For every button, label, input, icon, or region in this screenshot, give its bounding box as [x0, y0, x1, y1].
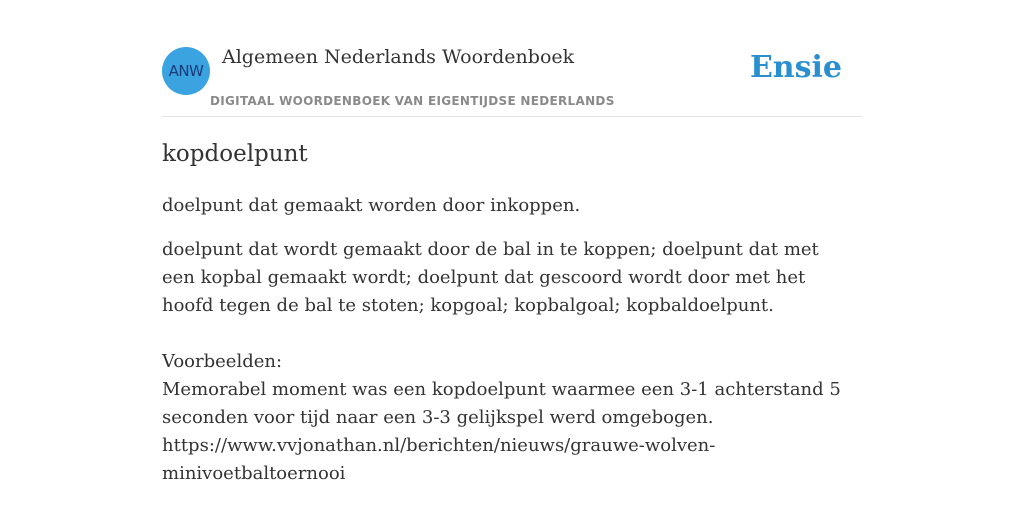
- definition-short: doelpunt dat gemaakt worden door inkoppen.: [162, 195, 581, 216]
- examples-label: Voorbeelden:: [162, 351, 283, 372]
- entry-content: [162, 138, 852, 488]
- example-source: https://www.vvjonathan.nl/berichten/nieuws/grauwe-wolven- minivoetbaltoernooi: [162, 435, 716, 484]
- site-title[interactable]: Algemeen Nederlands Woordenboek: [222, 46, 575, 68]
- ensie-brand-logo[interactable]: Ensie: [749, 50, 842, 85]
- site-subtitle: DIGITAAL WOORDENBOEK VAN EIGENTIJDSE NEDERLANDS: [210, 94, 615, 108]
- examples-block: [162, 348, 852, 488]
- example-sentence: Memorabel moment was een kopdoelpunt waarmee een 3-1 achterstand 5 seconden voor tijd naar een 3-3 gelijkspel werd omgebogen.: [162, 379, 841, 428]
- entry-word: kopdoelpunt: [162, 141, 308, 167]
- site-header: [162, 0, 862, 117]
- logo-text: ANW: [168, 62, 204, 80]
- definition-long: doelpunt dat wordt gemaakt door de bal in te koppen; doelpunt dat met een kopbal gemaakt wordt; doelpunt dat gescoord wordt door met het hoofd tegen de bal te stoten; kopgoal; kopbalgoal; kopbaldoelpunt.: [162, 239, 819, 316]
- anw-logo[interactable]: [162, 47, 210, 95]
